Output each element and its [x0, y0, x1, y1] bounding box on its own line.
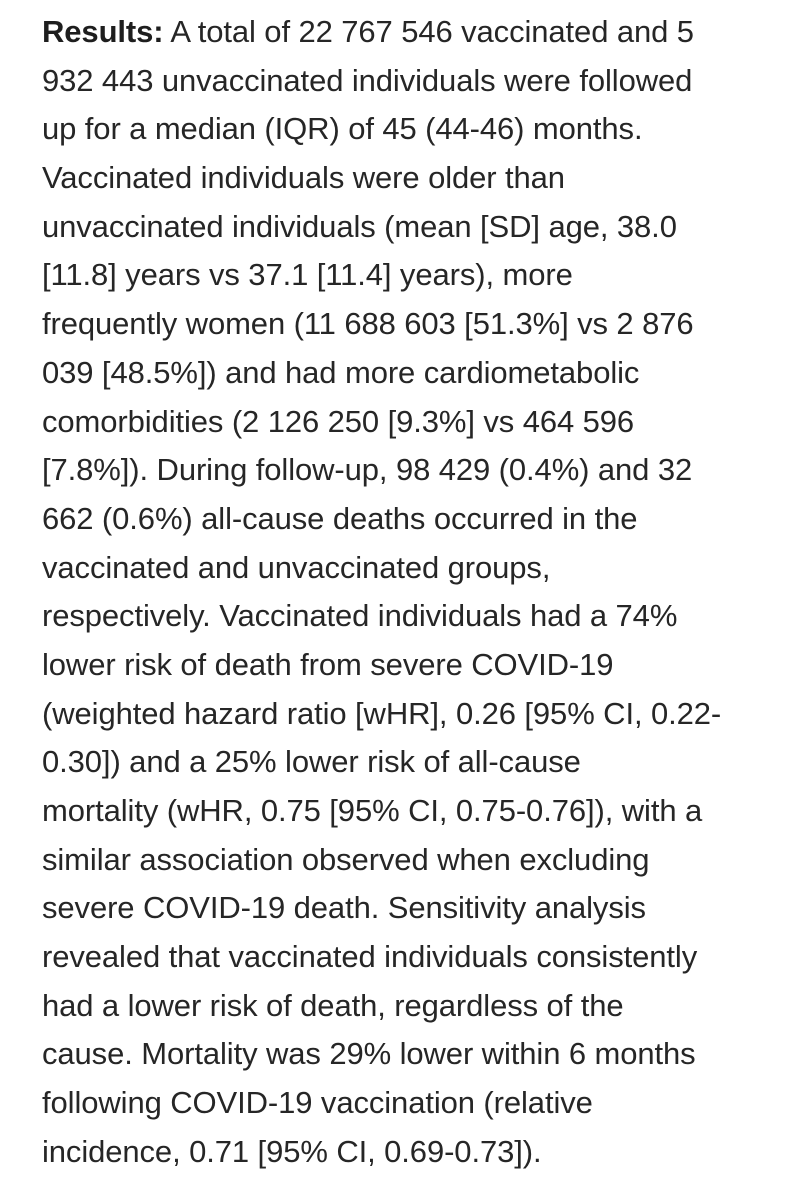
text-line-5: unvaccinated individuals (mean [SD] age, 38.0 — [42, 208, 677, 244]
text-line-17: mortality (wHR, 0.75 [95% CI, 0.75-0.76]), with a — [42, 793, 703, 828]
text-line-16: 0.30]) and a 25% lower risk of all-cause — [42, 744, 581, 780]
text-line-4: Vaccinated individuals were older than — [42, 160, 565, 196]
text-line-14: lower risk of death from severe COVID-19 — [42, 646, 614, 682]
results-label: Results: — [42, 14, 164, 49]
text-line-6: [11.8] years vs 37.1 [11.4] years), more — [42, 257, 573, 293]
text-line-11: 662 (0.6%) all-cause deaths occurred in the — [42, 500, 638, 536]
text-line-19: severe COVID-19 death. Sensitivity analysis — [42, 890, 646, 926]
text-line-20: revealed that vaccinated individuals consistently — [42, 939, 698, 975]
text-line-21: had a lower risk of death, regardless of the — [42, 987, 624, 1023]
text-line-8: 039 [48.5%]) and had more cardiometabolic — [42, 354, 640, 390]
text-line-9: comorbidities (2 126 250 [9.3%] vs 464 596 — [42, 403, 635, 439]
text-line-3: up for a median (IQR) of 45 (44-46) months. — [42, 111, 643, 147]
text-line-13: respectively. Vaccinated individuals had a 74% — [42, 598, 678, 634]
text-line-15: (weighted hazard ratio [wHR], 0.26 [95% CI, 0.22- — [42, 695, 722, 731]
text-line-18: similar association observed when excluding — [42, 841, 650, 877]
text-line-23: following COVID-19 vaccination (relative — [42, 1085, 593, 1121]
results-paragraph — [42, 8, 762, 1177]
text-line-2: 932 443 unvaccinated individuals were followed — [42, 62, 693, 98]
text-line-1 — [42, 8, 762, 57]
text-line-7: frequently women (11 688 603 [51.3%] vs 2 876 — [42, 306, 694, 342]
text-line-1-content: A total of 22 767 546 vaccinated and 5 — [163, 14, 694, 49]
text-line-24: incidence, 0.71 [95% CI, 0.69-0.73]). — [42, 1133, 542, 1169]
text-line-22: cause. Mortality was 29% lower within 6 months — [42, 1036, 696, 1072]
text-line-12: vaccinated and unvaccinated groups, — [42, 549, 551, 585]
text-line-10: [7.8%]). During follow-up, 98 429 (0.4%) and 32 — [42, 452, 693, 488]
